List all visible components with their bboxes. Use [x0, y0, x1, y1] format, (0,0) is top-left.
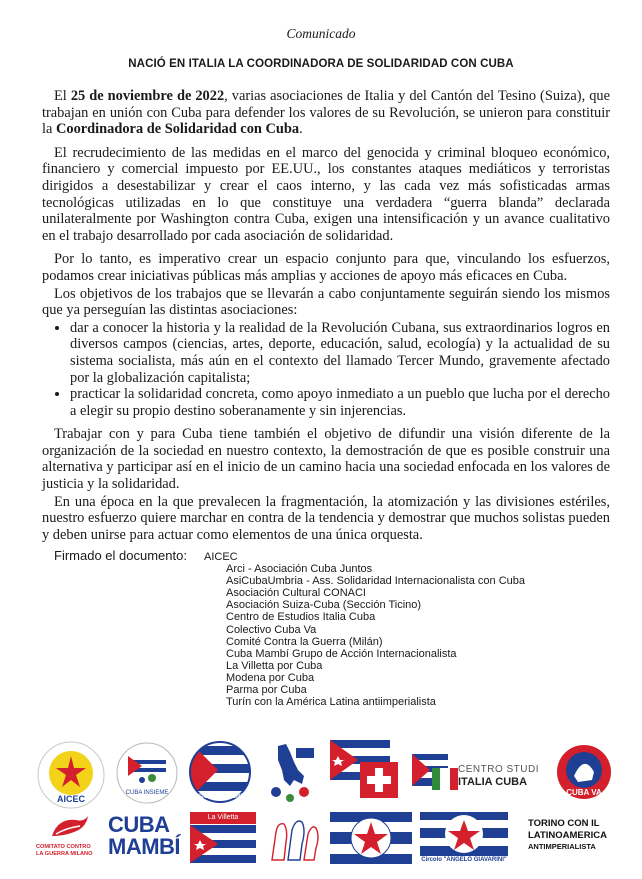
paragraph-4: Los objetivos de los trabajos que se llevarán a cabo conjuntamente seguirán siendo los mismos que ya perseguían las distintas asociaciones:: [42, 285, 610, 319]
cubava-text: CUBA VA: [566, 788, 602, 797]
torino-logo: [528, 818, 618, 858]
cuba-insieme-emblem: [116, 742, 178, 804]
comitato-text-2: LA GUERRA MILANO: [36, 851, 93, 857]
signatory: Modena por Cuba: [226, 671, 315, 684]
villetta-logo: [190, 812, 256, 864]
comitato-dove-icon: [34, 812, 104, 842]
cuba-insieme-text: CUBA INSIEME: [125, 790, 169, 796]
objectives-list: [42, 320, 610, 420]
parma-flag-emblem: [420, 812, 508, 856]
objective-item: • dar a conocer la historia y la realidad de la Revolución Cubana, sus extraordinarios logros en diversos campos (ciencias, artes, deporte, educación, salud, ecología) y la actualidad de su sistema socialista, más aún en el contexto del llamado Tercer Mundo, gravemente afectado por la globalización capitalista;: [70, 320, 610, 386]
document-headline: NACIÓ EN ITALIA LA COORDINADORA DE SOLIDARIDAD CON CUBA: [128, 58, 514, 70]
centro-studi-emblem: [412, 748, 462, 796]
signatory: Asociación Cultural CONACI: [226, 587, 366, 600]
asicuba-emblem: [188, 740, 252, 804]
villetta-text: La Villetta: [190, 812, 256, 824]
paragraph-5: Trabajar con y para Cuba tiene también el objetivo de difundir una visión diferente de la organización de la sociedad en nuestro contexto, la demostración de que es posible construir una alternativa y participar así en el inicio de un camino hacia una sociedad enfocada en los valores de justicia y la solidaridad.: [42, 426, 610, 493]
signatory: Cuba Mambí Grupo de Acción Internacionalista: [226, 647, 457, 660]
signatory: AsiCubaUmbria - Ass. Solidaridad Internacionalista con Cuba: [226, 575, 525, 588]
parma-logo: [420, 812, 508, 866]
p1-date: 25 de noviembre de 2022: [70, 88, 225, 104]
logos-strip: [28, 738, 618, 866]
signatory: La Villetta por Cuba: [226, 659, 323, 672]
modena-logo: [262, 812, 326, 864]
signatory: Comité Contra la Guerra (Milán): [226, 635, 383, 648]
cuba-insieme-logo: [116, 742, 178, 804]
signatory: Centro de Estudios Italia Cuba: [226, 611, 376, 624]
modena-star-flag: [330, 812, 412, 864]
paragraph-3: Por lo tanto, es imperativo crear un espacio conjunto para que, vinculando los esfuerzos, podamos crear iniciativas públicas más amplias y acciones de apoyo más eficaces en Cuba.: [42, 251, 610, 284]
parma-circolo-text: Circolo "ANGELO GIAVARINI": [421, 857, 507, 863]
conaci-emblem: [264, 740, 320, 806]
asicuba-text: ASICUBA UMBRIA: [193, 794, 247, 800]
torino-text-2: LATINOAMERICA: [528, 830, 607, 841]
aicec-logo-text: AICEC: [56, 794, 86, 804]
centro-studi-text-2: ITALIA CUBA: [458, 776, 528, 788]
torino-text-3: ANTIMPERIALISTA: [528, 842, 596, 851]
paragraph-2: El recrudecimiento de las medidas en el marco del genocida y criminal bloqueo económico, financiero y comercial impuesto por EE.UU., los constantes ataques mediáticos y terroristas dirigidos a desestabilizar y crear el caos interno, y las cada vez más sofisticadas armas tecnológicas utilizadas en lo que constituye una verdadera “guerra blanda” declarada unilateralmente por Washington contra Cuba, exigen una intensificación y un avance cualitativo en el trabajo desarrollado por cada asociación de solidaridad.: [42, 144, 610, 244]
signatory: Arci - Asociación Cuba Juntos: [226, 563, 373, 576]
cuba-mambi-text-2: MAMBÍ: [108, 834, 181, 859]
objective-item: • practicar la solidaridad concreta, como apoyo inmediato a un pueblo que lucha por el derecho a elegir su propio destino soberanamente y sin injerencias.: [70, 386, 610, 419]
aicec-logo: [36, 740, 106, 810]
p1-text-b: , varias asociaciones de Italia y del Cantón del Tesino (Suiza), que trabajan en unión con Cuba para defender los valores de su Revolución, se unieron para constituir la: [42, 88, 610, 138]
comitato-logo: [34, 812, 104, 862]
cuba-mambi-text-1: CUBA: [108, 812, 170, 837]
p1-org-name: Coordinadora de Solidaridad con Cuba: [55, 121, 300, 138]
signatory: AICEC: [204, 551, 238, 563]
suiza-cuba-logo: [330, 740, 402, 804]
document-body: [42, 88, 610, 550]
paragraph-6: En una época en la que prevalecen la fragmentación, la atomización y las divisiones estériles, nuestro esfuerzo quiere marchar en contra de la tendencia y demostrar que muchos solistas pueden y deben unirse para actuar como elementos de una única orquesta.: [42, 493, 610, 543]
signatory: Asociación Suiza-Cuba (Sección Ticino): [226, 599, 422, 612]
torino-text-1: TORINO CON IL: [528, 818, 600, 829]
aicec-emblem: [36, 740, 106, 810]
paragraph-1: [42, 88, 610, 138]
cuba-mambi-logo: [108, 812, 181, 862]
cubava-logo: [556, 742, 612, 802]
villetta-flag: [190, 825, 256, 863]
signatory: Colectivo Cuba Va: [226, 623, 317, 636]
p1-text-c: .: [299, 121, 303, 138]
modena-flag-emblem: [330, 812, 412, 864]
signatory: Turín con la América Latina antiimperialista: [226, 696, 436, 709]
signed-label: Firmado el documento:: [54, 548, 187, 563]
conaci-logo: [264, 740, 320, 806]
p1-text-a: El: [54, 88, 71, 104]
document-kicker: Comunicado: [286, 26, 356, 41]
signatories-list: [204, 551, 525, 708]
cubava-emblem: [556, 742, 612, 802]
signatory: Parma por Cuba: [226, 684, 307, 697]
centro-studi-logo: [412, 748, 539, 796]
modena-figures: [262, 812, 326, 864]
suiza-cuba-emblem: [330, 740, 402, 804]
comitato-text-1: COMITATO CONTRO: [36, 844, 91, 850]
asicuba-logo: [188, 740, 252, 804]
centro-studi-text-1: CENTRO STUDI: [458, 764, 539, 775]
